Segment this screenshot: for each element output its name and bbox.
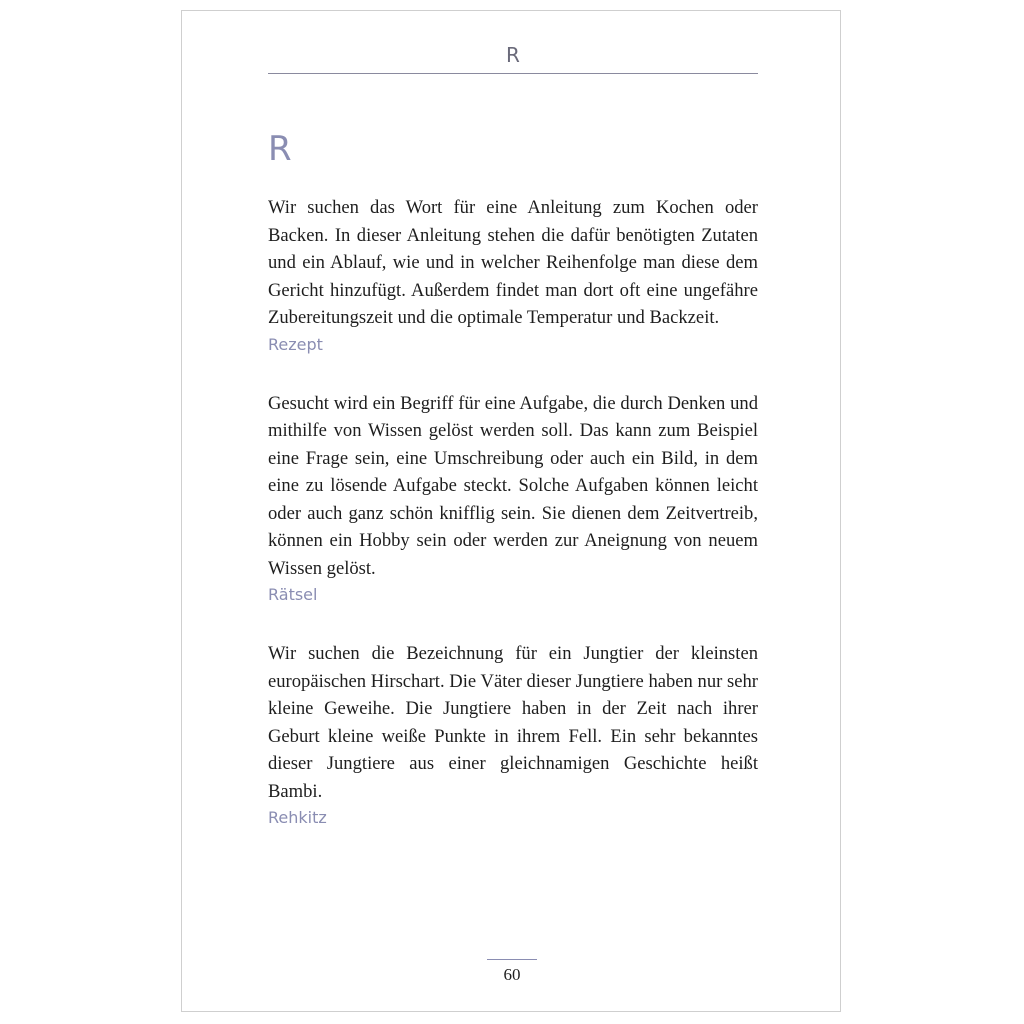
- header-rule: [268, 73, 758, 74]
- riddle-entry: [268, 640, 758, 831]
- riddle-answer: Rezept: [268, 334, 323, 354]
- riddle-clue: Gesucht wird ein Begriff für eine Aufgabe, die durch Denken und mithilfe von Wissen gelöst werden soll. Das kann zum Beispiel eine Frage sein, eine Umschreibung oder auch ein Bild, in dem eine zu lösende Aufgabe steckt. Solche Aufgaben können leicht oder auch ganz schön knifflig sein. Sie dienen dem Zeitvertreib, können ein Hobby sein oder werden zur Aneignung von neuem Wissen gelöst.: [268, 392, 758, 579]
- riddle-entry: [268, 194, 758, 358]
- section-letter: R: [268, 129, 292, 169]
- page-number: 60: [503, 965, 521, 984]
- riddle-clue: Wir suchen die Bezeichnung für ein Jungtier der kleinsten europäischen Hirschart. Die Väter dieser Jungtiere haben nur sehr kleine Geweihe. Die Jungtiere haben in der Zeit nach ihrer Geburt kleine weiße Punkte in ihrem Fell. Ein sehr bekanntes dieser Jungtiere aus einer gleichnamigen Geschichte heißt Bambi.: [268, 643, 758, 802]
- running-head: R: [506, 43, 520, 67]
- riddle-answer: Rehkitz: [268, 808, 327, 827]
- riddle-list: [268, 194, 758, 831]
- footer-rule: [487, 959, 537, 960]
- book-page: [181, 10, 841, 1012]
- riddle-answer: Rätsel: [268, 585, 318, 604]
- riddle-clue: Wir suchen das Wort für eine Anleitung zum Kochen oder Backen. In dieser Anleitung stehen die dafür benötigten Zutaten und ein Ablauf, wie und in welcher Reihenfolge man diese dem Gericht hinzufügt. Außerdem findet man dort oft eine ungefähre Zubereitungszeit und die optimale Temperatur und Backzeit.: [268, 197, 758, 328]
- riddle-entry: [268, 390, 758, 609]
